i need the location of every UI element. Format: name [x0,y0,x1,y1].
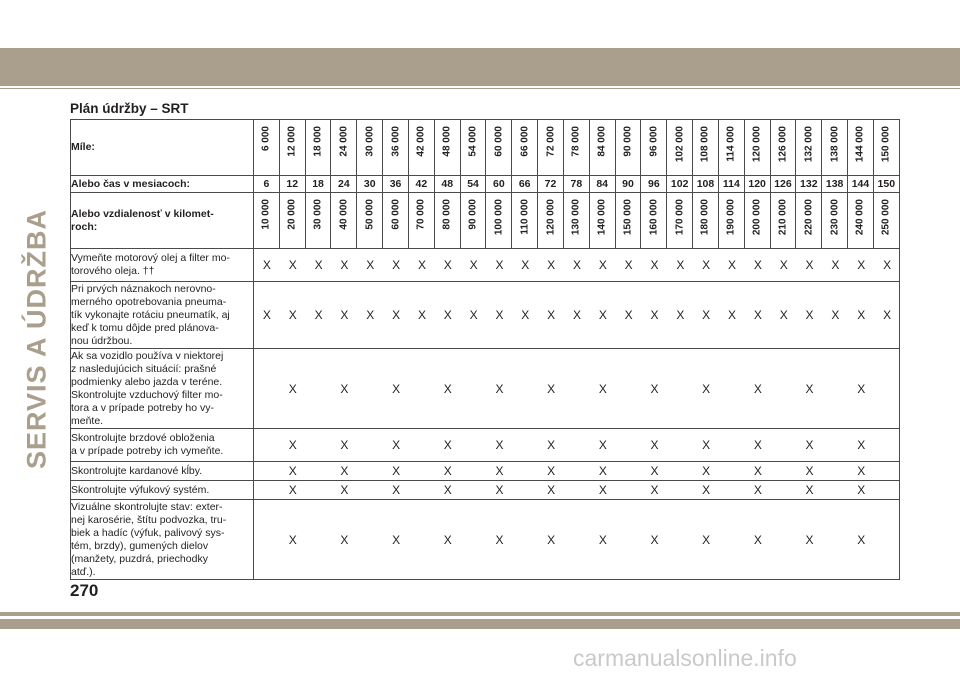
service-mark: X [288,464,297,478]
service-mark: X [443,258,452,272]
km-value: 30 000 [312,199,324,230]
service-row [71,500,900,580]
month-value: 72 [538,176,564,193]
service-mark: X [288,308,297,322]
service-mark: X [676,258,685,272]
service-mark: X [443,464,452,478]
month-value: 90 [615,176,641,193]
miles-value-cell [434,120,460,176]
service-mark: X [702,483,711,497]
service-mark: X [624,308,633,322]
service-mark: X [521,258,530,272]
service-mark: X [366,258,375,272]
service-mark: X [650,381,659,396]
km-value-cell [357,193,383,249]
month-value: 78 [563,176,589,193]
km-value: 220 000 [803,199,815,236]
service-mark: X [288,258,297,272]
service-mark: X [340,258,349,272]
service-mark: X [392,381,401,396]
service-mark: X [392,464,401,478]
top-band [0,48,960,86]
service-mark: X [262,258,271,272]
km-value-cell [254,193,280,249]
service-mark: X [857,381,866,396]
sidebar-title: SERVIS A ÚDRŽBA [21,208,52,470]
km-value: 80 000 [441,199,453,230]
service-mark: X [779,258,788,272]
km-value: 200 000 [751,199,763,236]
kilometers-row [71,193,900,249]
month-value: 132 [796,176,822,193]
service-mark: X [650,464,659,478]
service-mark: X [676,308,685,322]
month-value: 60 [486,176,512,193]
miles-value: 150 000 [880,126,892,163]
service-mark: X [598,464,607,478]
service-marks-cell [254,249,900,282]
service-mark: X [495,258,504,272]
miles-value: 12 000 [286,126,298,157]
service-mark: X [417,308,426,322]
service-mark: X [340,438,349,452]
km-value: 40 000 [338,199,350,230]
service-mark: X [857,532,866,547]
row-label: Alebo vzdialenosť v kilomet- roch: [71,193,254,249]
service-mark: X [883,308,892,322]
service-mark: X [392,532,401,547]
miles-value: 108 000 [699,126,711,163]
service-mark: X [753,308,762,322]
bottom-band-thin [0,612,960,616]
service-marks-cell [254,282,900,349]
miles-value-cell [873,120,899,176]
miles-value: 96 000 [648,126,660,157]
service-mark: X [598,438,607,452]
service-mark: X [392,483,401,497]
service-mark: X [288,438,297,452]
km-value-cell [512,193,538,249]
service-mark: X [392,438,401,452]
service-mark: X [495,483,504,497]
km-value-cell [434,193,460,249]
service-mark: X [702,381,711,396]
km-value-cell [641,193,667,249]
miles-value-cell [305,120,331,176]
month-value: 102 [667,176,693,193]
service-row [71,462,900,481]
month-value: 48 [434,176,460,193]
miles-value-cell [563,120,589,176]
service-mark: X [702,258,711,272]
service-mark: X [702,438,711,452]
km-value-cell [744,193,770,249]
km-value: 240 000 [854,199,866,236]
km-value: 60 000 [390,199,402,230]
km-value: 110 000 [519,199,531,235]
service-mark: X [857,483,866,497]
service-mark: X [340,381,349,396]
km-value: 160 000 [648,199,660,236]
service-mark: X [495,381,504,396]
km-value-cell [383,193,409,249]
month-value: 120 [744,176,770,193]
service-mark: X [547,308,556,322]
service-description: Skontrolujte kardanové kĺby. [71,462,254,481]
miles-value-cell [796,120,822,176]
month-value: 138 [822,176,848,193]
service-mark: X [392,258,401,272]
km-value: 100 000 [493,199,505,236]
km-value-cell [822,193,848,249]
miles-value: 114 000 [725,126,737,162]
service-mark: X [262,308,271,322]
km-value: 70 000 [415,199,427,230]
service-mark: X [288,483,297,497]
miles-value: 60 000 [493,126,505,157]
miles-value-cell [486,120,512,176]
miles-value: 78 000 [570,126,582,157]
service-mark: X [883,258,892,272]
service-mark: X [547,464,556,478]
service-mark: X [805,464,814,478]
service-mark: X [598,483,607,497]
miles-value: 102 000 [674,126,686,163]
service-mark: X [805,308,814,322]
km-value-cell [873,193,899,249]
service-mark: X [288,532,297,547]
service-mark: X [805,381,814,396]
miles-value-cell [667,120,693,176]
miles-value: 72 000 [545,126,557,157]
miles-value-cell [279,120,305,176]
service-mark: X [650,258,659,272]
service-mark: X [650,308,659,322]
miles-value: 30 000 [364,126,376,157]
service-mark: X [340,308,349,322]
miles-value: 48 000 [441,126,453,157]
month-value: 126 [770,176,796,193]
km-value: 210 000 [777,199,789,236]
service-mark: X [831,308,840,322]
km-value: 140 000 [596,199,608,236]
km-value-cell [848,193,874,249]
service-mark: X [857,308,866,322]
km-value: 50 000 [364,199,376,230]
km-value: 120 000 [545,199,557,236]
miles-value-cell [460,120,486,176]
month-value: 150 [873,176,899,193]
service-mark: X [702,464,711,478]
service-row [71,282,900,349]
service-mark: X [857,464,866,478]
month-value: 18 [305,176,331,193]
miles-value: 138 000 [829,126,841,163]
service-mark: X [521,308,530,322]
miles-value: 36 000 [390,126,402,157]
month-value: 24 [331,176,357,193]
service-mark: X [572,258,582,272]
service-mark: X [753,438,762,452]
km-value: 130 000 [570,199,582,236]
km-value: 190 000 [725,199,737,236]
service-mark: X [443,438,452,452]
service-mark: X [753,483,762,497]
km-value-cell [486,193,512,249]
km-value-cell [331,193,357,249]
service-row [71,249,900,282]
km-value: 20 000 [286,199,298,230]
service-row [71,349,900,429]
service-description: Ak sa vozidlo používa v niektorej z nasledujúcich situácií: prašné podmienky alebo jazda v teréne. Skontrolujte vzduchový filter mo- tora a v prípade potreby ho vy- meňte. [71,349,254,429]
miles-value: 24 000 [338,126,350,157]
service-description: Vymeňte motorový olej a filter mo- torového oleja. †† [71,249,254,282]
service-mark: X [650,532,659,547]
service-mark: X [805,532,814,547]
km-value-cell [615,193,641,249]
service-mark: X [753,532,762,547]
km-value-cell [305,193,331,249]
service-mark: X [805,258,814,272]
miles-value: 132 000 [803,126,815,163]
service-row [71,481,900,500]
service-mark: X [805,483,814,497]
miles-value: 18 000 [312,126,324,157]
page-number: 270 [70,581,99,600]
row-label: Míle: [71,120,254,176]
service-mark: X [547,438,556,452]
miles-value-cell [744,120,770,176]
miles-value-cell [822,120,848,176]
service-mark: X [857,258,866,272]
miles-value: 6 000 [260,126,272,152]
miles-value-cell [383,120,409,176]
service-mark: X [288,381,297,396]
month-value: 30 [357,176,383,193]
km-value-cell [718,193,744,249]
km-value-cell [408,193,434,249]
miles-value-cell [770,120,796,176]
service-mark: X [728,308,737,322]
miles-value: 54 000 [467,126,479,157]
km-value-cell [667,193,693,249]
service-mark: X [650,483,659,497]
bottom-band [0,619,960,629]
km-value-cell [589,193,615,249]
section-title: Plán údržby – SRT [70,101,189,116]
top-band-line [0,88,960,89]
service-mark: X [857,438,866,452]
miles-value-cell [538,120,564,176]
service-mark: X [495,532,504,547]
service-mark: X [753,258,762,272]
miles-value-cell [718,120,744,176]
service-description: Pri prvých náznakoch nerovno- merného opotrebovania pneuma- tík vykonajte rotáciu pneumatík, aj keď k tomu dôjde pred plánova- nou údržbou. [71,282,254,349]
km-value: 180 000 [699,199,711,236]
service-mark: X [598,258,607,272]
service-row [71,429,900,462]
km-value: 90 000 [467,199,479,230]
km-value-cell [770,193,796,249]
service-mark: X [314,308,323,322]
km-value-cell [538,193,564,249]
service-mark: X [443,483,452,497]
service-mark: X [805,438,814,452]
service-mark: X [650,438,659,452]
month-value: 144 [848,176,874,193]
month-value: 12 [279,176,305,193]
km-value-cell [693,193,719,249]
maintenance-schedule-table [70,119,900,580]
month-value: 54 [460,176,486,193]
service-mark: X [340,483,349,497]
service-mark: X [728,258,737,272]
month-value: 6 [254,176,280,193]
km-value: 230 000 [829,199,841,236]
service-description: Vizuálne skontrolujte stav: exter- nej karosérie, štítu podvozka, tru- biek a hadíc (výfuk, palivový sys- tém, brzdy), gumených dielov (manžety, puzdrá, priechodky atď.). [71,500,254,580]
service-mark: X [366,308,375,322]
month-value: 96 [641,176,667,193]
miles-row [71,120,900,176]
service-mark: X [624,258,633,272]
service-marks-cell [254,500,900,580]
service-marks-cell [254,429,900,462]
service-mark: X [469,308,478,322]
month-value: 42 [408,176,434,193]
service-mark: X [547,258,556,272]
service-mark: X [753,381,762,396]
service-mark: X [443,381,452,396]
service-mark: X [417,258,426,272]
month-value: 36 [383,176,409,193]
service-mark: X [598,308,607,322]
miles-value: 42 000 [415,126,427,157]
service-description: Skontrolujte výfukový systém. [71,481,254,500]
km-value: 150 000 [622,199,634,236]
miles-value: 126 000 [777,126,789,163]
service-mark: X [702,532,711,547]
miles-value-cell [848,120,874,176]
service-mark: X [495,308,504,322]
miles-value: 84 000 [596,126,608,157]
miles-value-cell [254,120,280,176]
month-value: 108 [693,176,719,193]
service-mark: X [547,483,556,497]
service-mark: X [469,258,478,272]
miles-value-cell [408,120,434,176]
km-value: 250 000 [880,199,892,236]
miles-value: 144 000 [854,126,866,163]
km-value-cell [279,193,305,249]
miles-value-cell [357,120,383,176]
service-mark: X [598,532,607,547]
service-mark: X [598,381,607,396]
service-mark: X [340,464,349,478]
sidebar-section-label [16,208,58,470]
miles-value-cell [589,120,615,176]
service-mark: X [831,258,840,272]
service-mark: X [572,308,582,322]
row-label: Alebo čas v mesiacoch: [71,176,254,193]
watermark: carmanualsonline.info [573,645,797,671]
miles-value: 120 000 [751,126,763,163]
miles-value-cell [615,120,641,176]
service-description: Skontrolujte brzdové obloženia a v prípade potreby ich vymeňte. [71,429,254,462]
service-mark: X [314,258,323,272]
service-mark: X [443,308,452,322]
month-value: 84 [589,176,615,193]
service-mark: X [753,464,762,478]
service-marks-cell [254,462,900,481]
service-mark: X [547,381,556,396]
service-mark: X [779,308,788,322]
service-mark: X [702,308,711,322]
service-mark: X [443,532,452,547]
miles-value-cell [693,120,719,176]
miles-value-cell [331,120,357,176]
service-mark: X [495,438,504,452]
km-value-cell [796,193,822,249]
miles-value: 90 000 [622,126,634,157]
miles-value-cell [512,120,538,176]
km-value: 10 000 [260,199,272,230]
month-value: 66 [512,176,538,193]
service-mark: X [547,532,556,547]
months-row [71,176,900,193]
service-mark: X [340,532,349,547]
km-value-cell [460,193,486,249]
service-mark: X [495,464,504,478]
km-value-cell [563,193,589,249]
miles-value-cell [641,120,667,176]
km-value: 170 000 [674,199,686,236]
month-value: 114 [718,176,744,193]
service-marks-cell [254,481,900,500]
service-mark: X [392,308,401,322]
miles-value: 66 000 [519,126,531,157]
service-marks-cell [254,349,900,429]
